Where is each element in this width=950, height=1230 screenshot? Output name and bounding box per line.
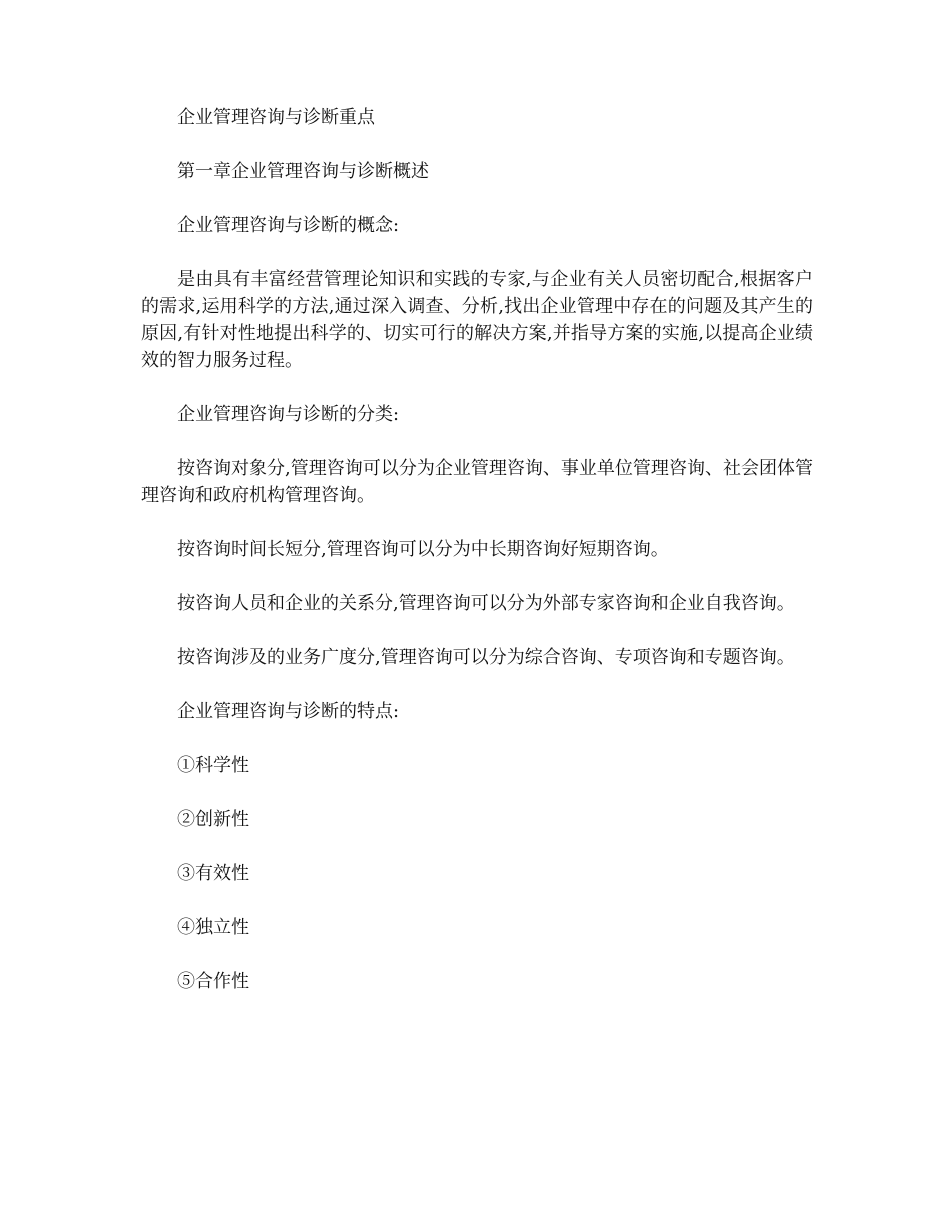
classification-by-time: 按咨询时间长短分,管理咨询可以分为中长期咨询好短期咨询。 [177,539,669,560]
chapter-heading: 第一章企业管理咨询与诊断概述 [177,161,429,182]
feature-item-innovative: ②创新性 [177,809,249,830]
classification-by-relationship: 按咨询人员和企业的关系分,管理咨询可以分为外部专家咨询和企业自我咨询。 [177,593,795,614]
classification-by-object: 按咨询对象分,管理咨询可以分为企业管理咨询、事业单位管理咨询、社会团体管理咨询和政府机构管理咨询。 [141,458,813,506]
section-heading-classification: 企业管理咨询与诊断的分类: [177,404,400,425]
feature-item-independent: ④独立性 [177,917,249,938]
document-body [141,104,813,1022]
feature-item-cooperative: ⑤合作性 [177,971,249,992]
document-title: 企业管理咨询与诊断重点 [177,107,375,128]
section-heading-features: 企业管理咨询与诊断的特点: [177,701,400,722]
feature-item-scientific: ①科学性 [177,755,249,776]
section-heading-concept: 企业管理咨询与诊断的概念: [177,215,400,236]
concept-definition-paragraph: 是由具有丰富经营管理论知识和实践的专家,与企业有关人员密切配合,根据客户的需求,运用科学的方法,通过深入调查、分析,找出企业管理中存在的问题及其产生的原因,有针对性地提出科学的、切实可行的解决方案,并指导方案的实施,以提高企业绩效的智力服务过程。 [141,269,813,371]
classification-by-scope: 按咨询涉及的业务广度分,管理咨询可以分为综合咨询、专项咨询和专题咨询。 [177,647,795,668]
feature-item-effective: ③有效性 [177,863,249,884]
